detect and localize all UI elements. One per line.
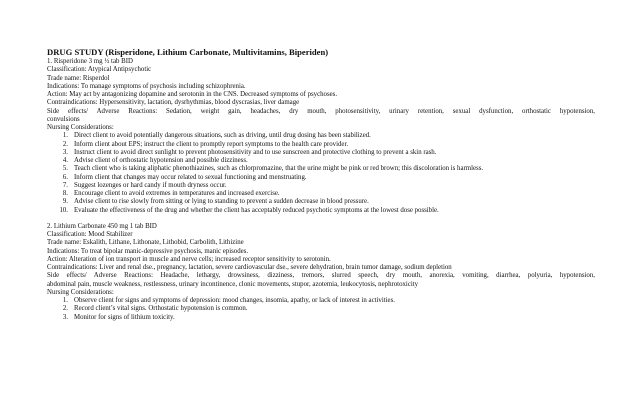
trade-name: Trade name: Eskalith, Lithane, Lithonate, Lithobid, Carbolith, Lithizine bbox=[47, 239, 244, 247]
drug-header: 2. Lithium Carbonate 450 mg 1 tab BID bbox=[47, 222, 157, 230]
drug-section-lithium bbox=[47, 223, 595, 322]
document-title: DRUG STUDY (Risperidone, Lithium Carbonate, Multivitamins, Biperiden) bbox=[47, 47, 329, 57]
item-number: 3. bbox=[62, 313, 68, 321]
item-number: 7. bbox=[62, 181, 68, 189]
item-number: 8. bbox=[62, 190, 68, 197]
action: Action: May act by antagonizing dopamine and serotonin in the CNS. Decreased symptoms of psychoses. bbox=[47, 91, 338, 98]
list-item bbox=[47, 141, 595, 149]
list-item bbox=[47, 198, 595, 206]
contraindications: Contraindications: Hypersensitivity, lactation, dysrhythmias, blood dyscrasias, liver damage bbox=[47, 99, 300, 107]
indications: Indications: To treat bipolar manic-depressive psychosis, manic episodes. bbox=[47, 247, 249, 255]
nursing-considerations-header: Nursing Considerations: bbox=[47, 288, 114, 296]
item-number: 1. bbox=[62, 297, 68, 304]
item-text: Observe client for signs and symptoms of depression: mood changes, insomia, apathy, or lack of interest in activities. bbox=[74, 297, 395, 304]
item-number: 5. bbox=[62, 165, 68, 173]
item-text: Record client’s vital signs. Orthostatic hypotension is common. bbox=[74, 305, 248, 313]
list-item bbox=[47, 157, 595, 165]
item-text: Inform client that changes may occur related to sexual functioning and menstruating. bbox=[74, 173, 307, 181]
drug-header: 1. Risperidone 3 mg ½ tab BID bbox=[47, 58, 133, 65]
indications: Indications: To manage symptoms of psychosis including schizophrenia. bbox=[47, 82, 246, 90]
nursing-considerations-list bbox=[47, 297, 595, 322]
list-item bbox=[47, 207, 595, 215]
item-text: Inform client about EPS; instruct the client to promptly report symptoms to the health care provider. bbox=[74, 140, 349, 148]
item-text: Teach client who is taking aliphatic phenothiazines, such as chlorpromazine, that the urine might be pink or red brown; this discoloration is harmless. bbox=[74, 165, 484, 173]
classification: Classification: Mood Stabilizer bbox=[47, 231, 133, 238]
drug-section-risperidone bbox=[47, 58, 595, 215]
item-number: 2. bbox=[62, 140, 68, 148]
side-effects: Side effects/ Adverse Reactions: Headache, lethargy, drowsiness, dizziness, tremors, slurred speech, dry mouth, anorexia, vomiting, diarrhea, polyuria, hypotension, bbox=[47, 272, 595, 280]
document-page bbox=[47, 47, 595, 322]
item-number: 1. bbox=[62, 132, 68, 140]
item-text: Suggest lozenges or hard candy if mouth dryness occur. bbox=[74, 181, 227, 189]
list-item bbox=[47, 190, 595, 198]
item-text: Advise client of orthostatic hypotension and possible dizziness. bbox=[74, 157, 248, 164]
item-text: Encourage client to avoid extremes in temperatures and increased exercise. bbox=[74, 190, 280, 197]
nursing-considerations-list bbox=[47, 132, 595, 215]
item-number: 3. bbox=[62, 148, 68, 156]
item-number: 2. bbox=[62, 305, 68, 313]
item-number: 4. bbox=[62, 157, 68, 164]
trade-name: Trade name: Risperdol bbox=[47, 74, 110, 82]
nursing-considerations-header: Nursing Considerations: bbox=[47, 124, 114, 131]
side-effects-continued: convulsions bbox=[47, 115, 80, 123]
list-item bbox=[47, 149, 595, 157]
item-text: Monitor for signs of lithium toxicity. bbox=[74, 313, 175, 321]
list-item bbox=[47, 297, 595, 305]
section-spacer bbox=[47, 215, 595, 223]
item-text: Direct client to avoid potentially dangerous situations, such as driving, until drug dosing has been stabilized. bbox=[74, 132, 371, 140]
side-effects: Side effects/ Adverse Reactions: Sedation, weight gain, headaches, dry mouth, photosensitivity, urinary retention, sexual dysfunction, orthostatic hypotension, bbox=[47, 107, 595, 115]
classification: Classification: Atypical Antipsychotic bbox=[47, 66, 152, 74]
side-effects-continued: abdominal pain, muscle weakness, restlessness, urinary incontinence, clonic movements, stupor, azotemia, leukocytosis, nephrotoxicity bbox=[47, 280, 419, 288]
list-item bbox=[47, 165, 595, 173]
item-text: Advise client to rise slowly from sitting or lying to standing to prevent a sudden decrease in blood pressure. bbox=[74, 198, 369, 206]
list-item bbox=[47, 174, 595, 182]
item-text: Instruct client to avoid direct sunlight to prevent photosensitivity and to use sunscreen and protective clothing to prevent a skin rash. bbox=[74, 148, 437, 156]
action: Action: Alteration of ion transport in muscle and nerve cells; increased receptor sensitivity to serotonin. bbox=[47, 255, 331, 263]
list-item bbox=[47, 132, 595, 140]
item-number: 6. bbox=[62, 173, 68, 181]
list-item bbox=[47, 182, 595, 190]
list-item bbox=[47, 305, 595, 313]
contraindications: Contraindications: Liver and renal dse., pregnancy, lactation, severe cardiovascular dse., severe dehydration, brain tumor damage, sodium depletion bbox=[47, 264, 452, 271]
item-number: 9. bbox=[62, 198, 68, 206]
item-number: 10. bbox=[59, 206, 68, 214]
item-text: Evaluate the effectiveness of the drug and whether the client has acceptably reduced psychotic symptoms at the lowest dose possible. bbox=[74, 206, 439, 214]
list-item bbox=[47, 314, 595, 322]
